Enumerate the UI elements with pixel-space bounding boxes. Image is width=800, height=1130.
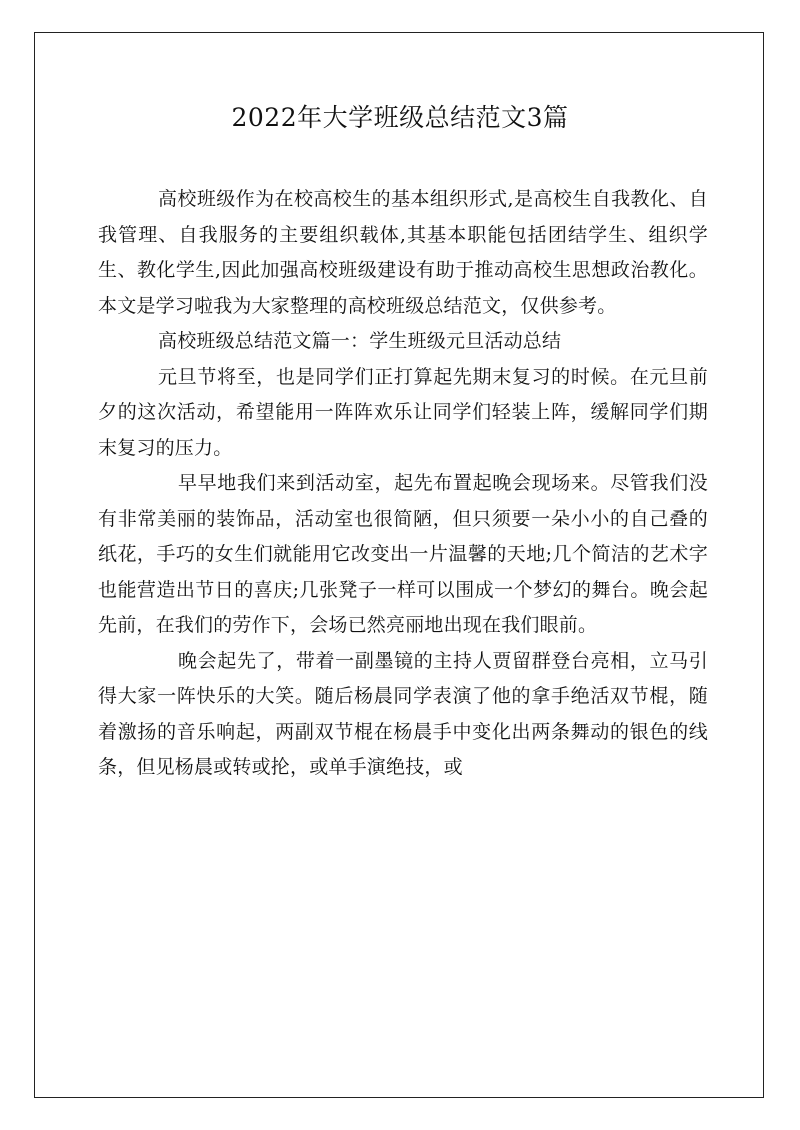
intro-paragraph: 高校班级作为在校高校生的基本组织形式,是高校生自我教化、自我管理、自我服务的主要组织载体,其基本职能包括团结学生、组织学生、教化学生,因此加强高校班级建设有助于推动高校生思想政治教化。本文是学习啦我为大家整理的高校班级总结范文，仅供参考。 — [98, 188, 708, 317]
section-heading: 高校班级总结范文篇一：学生班级元旦活动总结 — [158, 330, 562, 352]
body-paragraph: 元旦节将至，也是同学们正打算起先期末复习的时候。在元旦前夕的这次活动，希望能用一阵阵欢乐让同学们轻装上阵，缓解同学们期末复习的压力。 — [98, 365, 708, 459]
document-body — [98, 182, 708, 786]
body-paragraph: 早早地我们来到活动室，起先布置起晚会现场来。尽管我们没有非常美丽的装饰品，活动室也很简陋，但只须要一朵小小的自己叠的纸花，手巧的女生们就能用它改变出一片温馨的天地;几个简洁的艺术字也能营造出节日的喜庆;几张凳子一样可以围成一个梦幻的舞台。晚会起先前，在我们的劳作下，会场已然亮丽地出现在我们眼前。 — [98, 472, 708, 636]
body-paragraph: 晚会起先了，带着一副墨镜的主持人贾留群登台亮相，立马引得大家一阵快乐的大笑。随后杨晨同学表演了他的拿手绝活双节棍，随着激扬的音乐响起，两副双节棍在杨晨手中变化出两条舞动的银色的线条，但见杨晨或转或抡，或单手演绝技，或 — [98, 649, 708, 778]
document-title: 2022年大学班级总结范文3篇 — [231, 103, 569, 132]
